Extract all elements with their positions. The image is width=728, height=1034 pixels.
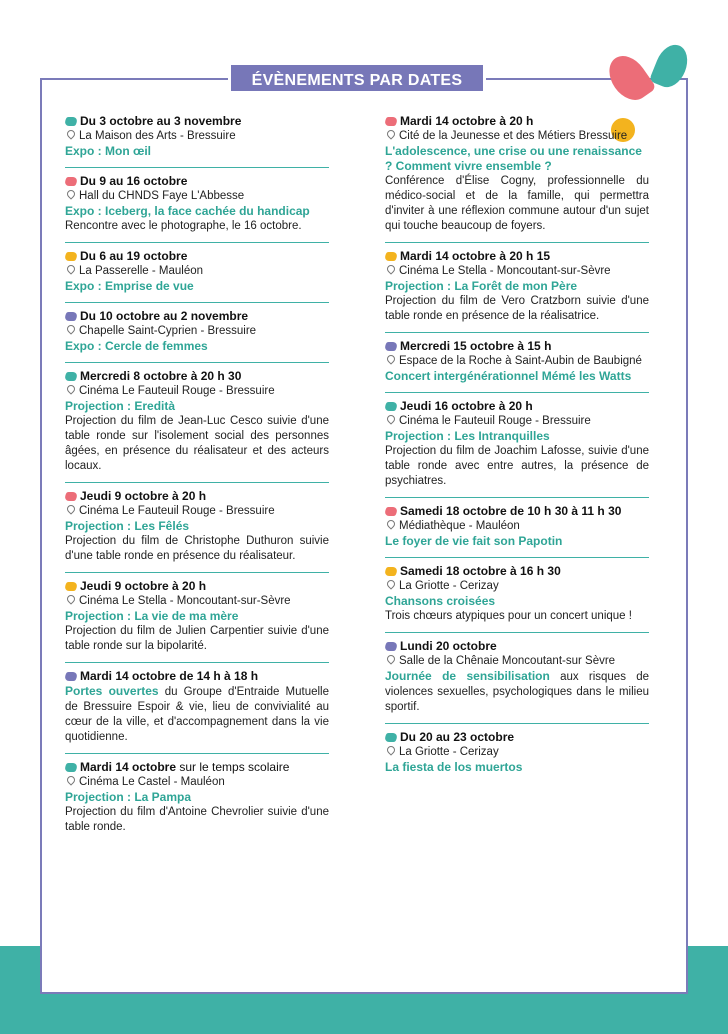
event-place: [385, 654, 649, 669]
event-date: [65, 309, 329, 324]
event-place: [65, 384, 329, 399]
event-title-suffix: du Groupe d'Entraide Mutuelle de Bressuire Espoir & vie, lieu de convivialité au cœur de la ville, et d'accompagnement dans la vie quotidienne.: [65, 686, 330, 743]
event-date-text: Du 20 au 23 octobre: [400, 730, 515, 744]
event-title: Projection : La Forêt de mon Père: [385, 279, 578, 293]
event-title-line: [385, 669, 649, 715]
marker-icon: [383, 342, 398, 351]
event-item: [385, 730, 649, 783]
event-title-line: [65, 684, 329, 745]
event-description: Projection du film de Christophe Duthuron suivie d'une table ronde en présence du réalisateur.: [65, 535, 329, 562]
location-pin-icon: [65, 593, 76, 604]
event-title: Projection : Eredità: [65, 399, 176, 413]
event-title: Expo : Mon œil: [65, 144, 151, 158]
event-date-extra: sur le temps scolaire: [176, 760, 290, 774]
event-place-text: Cité de la Jeunesse et des Métiers Bressuire: [399, 130, 628, 142]
event-date-text: Mardi 14 octobre à 20 h 15: [400, 249, 551, 263]
event-place-text: Salle de la Chênaie Moncoutant-sur Sèvre: [399, 655, 616, 667]
event-item: [65, 309, 329, 363]
location-pin-icon: [385, 413, 396, 424]
event-date: [385, 399, 649, 414]
event-place: [65, 264, 329, 279]
location-pin-icon: [65, 323, 76, 334]
left-column: [65, 114, 329, 849]
location-pin-icon: [385, 744, 396, 755]
event-date-text: Mardi 14 octobre: [80, 760, 177, 774]
marker-icon: [383, 252, 398, 261]
event-place: [385, 414, 649, 429]
location-pin-icon: [385, 518, 396, 529]
event-item: [65, 249, 329, 303]
location-pin-icon: [65, 188, 76, 199]
page-title: ÉVÈNEMENTS PAR DATES: [228, 62, 486, 94]
event-description: Rencontre avec le photographe, le 16 octobre.: [65, 220, 302, 232]
event-item: [65, 114, 329, 168]
location-pin-icon: [65, 383, 76, 394]
event-place: [65, 189, 329, 204]
location-pin-icon: [65, 503, 76, 514]
event-title: Chansons croisées: [385, 594, 496, 608]
event-date-text: Du 6 au 19 octobre: [80, 249, 188, 263]
marker-icon: [383, 733, 398, 742]
event-date: [65, 174, 329, 189]
marker-icon: [383, 117, 398, 126]
event-place: [385, 519, 649, 534]
event-date-text: Jeudi 9 octobre à 20 h: [80, 489, 207, 503]
location-pin-icon: [385, 263, 396, 274]
event-item: [65, 760, 329, 843]
event-date: [65, 249, 329, 264]
event-date-text: Mardi 14 octobre à 20 h: [400, 114, 534, 128]
marker-icon: [63, 252, 78, 261]
event-description: Projection du film de Vero Cratzborn suivie d'une table ronde en présence de la réalisatrice.: [385, 295, 649, 322]
event-place: [65, 324, 329, 339]
event-place: [385, 354, 649, 369]
event-item: [385, 564, 649, 633]
event-title: Projection : Les Fêlés: [65, 519, 190, 533]
marker-icon: [383, 402, 398, 411]
event-date-text: Mardi 14 octobre de 14 h à 18 h: [80, 669, 259, 683]
event-item: [385, 114, 649, 243]
event-description: Projection du film de Joachim Lafosse, suivie d'une table ronde avec entre autres, la présence de psychiatres.: [385, 445, 649, 487]
event-date-text: Du 3 octobre au 3 novembre: [80, 114, 242, 128]
event-item: [65, 369, 329, 483]
event-place-text: Médiathèque - Mauléon: [399, 520, 520, 532]
event-title: Portes ouvertes: [65, 684, 159, 698]
marker-icon: [63, 177, 78, 186]
marker-icon: [383, 642, 398, 651]
event-date-text: Samedi 18 octobre de 10 h 30 à 11 h 30: [400, 504, 622, 518]
event-item: [385, 504, 649, 558]
event-place-text: La Passerelle - Mauléon: [79, 265, 204, 277]
event-date: [385, 504, 649, 519]
location-pin-icon: [385, 578, 396, 589]
event-title: La fiesta de los muertos: [385, 760, 523, 774]
marker-icon: [383, 567, 398, 576]
event-date: [385, 339, 649, 354]
event-place-text: La Griotte - Cerizay: [399, 746, 499, 758]
event-title: Journée de sensibilisation: [385, 669, 550, 683]
event-place: [385, 264, 649, 279]
event-item: [65, 669, 329, 754]
marker-icon: [63, 763, 78, 772]
location-pin-icon: [385, 353, 396, 364]
event-place: [385, 129, 649, 144]
event-place-text: Chapelle Saint-Cyprien - Bressuire: [79, 325, 257, 337]
event-place-text: Hall du CHNDS Faye L'Abbesse: [79, 190, 245, 202]
event-place-text: Cinéma Le Fauteuil Rouge - Bressuire: [79, 505, 275, 517]
event-place-text: Cinéma Le Stella - Moncoutant-sur-Sèvre: [79, 595, 291, 607]
event-description: Projection du film de Julien Carpentier suivie d'une table ronde sur la bipolarité.: [65, 625, 329, 652]
event-place: [65, 775, 329, 790]
event-place: [385, 579, 649, 594]
event-item: [65, 579, 329, 663]
event-date: [65, 489, 329, 504]
event-date-text: Jeudi 16 octobre à 20 h: [400, 399, 533, 413]
event-item: [65, 174, 329, 243]
event-place-text: Cinéma Le Castel - Mauléon: [79, 776, 225, 788]
event-place: [385, 745, 649, 760]
marker-icon: [63, 672, 78, 681]
event-date: [385, 249, 649, 264]
event-place: [65, 504, 329, 519]
event-date: [65, 760, 329, 775]
event-date: [65, 669, 329, 684]
event-place: [65, 129, 329, 144]
event-date-text: Du 9 au 16 octobre: [80, 174, 188, 188]
event-date: [65, 579, 329, 594]
event-place-text: Espace de la Roche à Saint-Aubin de Baubigné: [399, 355, 642, 367]
event-title: Expo : Cercle de femmes: [65, 339, 208, 353]
event-description: Conférence d'Élise Cogny, professionnelle du médico-social et de la famille, qui permettra d'inviter à une réflexion commune autour d'un sujet qui touche beaucoup de foyers.: [385, 175, 649, 232]
event-place: [65, 594, 329, 609]
location-pin-icon: [385, 128, 396, 139]
event-description: Projection du film d'Antoine Chevrolier suivie d'une table ronde.: [65, 806, 329, 833]
event-title: Le foyer de vie fait son Papotin: [385, 534, 563, 548]
event-date: [65, 369, 329, 384]
location-pin-icon: [65, 774, 76, 785]
event-place-text: Cinéma Le Stella - Moncoutant-sur-Sèvre: [399, 265, 611, 277]
event-date: [65, 114, 329, 129]
location-pin-icon: [65, 263, 76, 274]
event-title: Projection : La vie de ma mère: [65, 609, 239, 623]
event-date-text: Du 10 octobre au 2 novembre: [80, 309, 249, 323]
event-date-text: Mercredi 15 octobre à 15 h: [400, 339, 552, 353]
marker-icon: [63, 582, 78, 591]
event-place-text: La Griotte - Cerizay: [399, 580, 499, 592]
event-description: Projection du film de Jean-Luc Cesco suivie d'une table ronde sur l'isolement social des personnes âgées, en présence du réalisateur et des acteurs locaux.: [65, 415, 329, 472]
event-date: [385, 114, 649, 129]
location-pin-icon: [385, 653, 396, 664]
event-title: Concert intergénérationnel Mémé les Watts: [385, 369, 632, 383]
event-date-text: Lundi 20 octobre: [400, 639, 497, 653]
event-item: [65, 489, 329, 573]
marker-icon: [383, 507, 398, 516]
marker-icon: [63, 492, 78, 501]
event-description: Trois chœurs atypiques pour un concert unique !: [385, 610, 632, 622]
event-date: [385, 564, 649, 579]
event-item: [385, 249, 649, 333]
marker-icon: [63, 372, 78, 381]
event-title: Projection : Les Intranquilles: [385, 429, 550, 443]
event-date-text: Mercredi 8 octobre à 20 h 30: [80, 369, 242, 383]
marker-icon: [63, 312, 78, 321]
event-date: [385, 639, 649, 654]
event-place-text: Cinéma Le Fauteuil Rouge - Bressuire: [79, 385, 275, 397]
event-place-text: La Maison des Arts - Bressuire: [79, 130, 236, 142]
event-title: Projection : La Pampa: [65, 790, 192, 804]
event-title: Expo : Iceberg, la face cachée du handicap: [65, 204, 310, 218]
event-item: [385, 639, 649, 724]
event-date: [385, 730, 649, 745]
event-date-text: Jeudi 9 octobre à 20 h: [80, 579, 207, 593]
event-item: [385, 339, 649, 393]
right-column: [385, 114, 649, 789]
event-title-suffix: aux risques de violences sexuelles, psychologiques dans le milieu sportif.: [385, 671, 649, 713]
marker-icon: [63, 117, 78, 126]
event-place-text: Cinéma le Fauteuil Rouge - Bressuire: [399, 415, 591, 427]
event-title: Expo : Emprise de vue: [65, 279, 194, 293]
event-item: [385, 399, 649, 498]
location-pin-icon: [65, 128, 76, 139]
event-date-text: Samedi 18 octobre à 16 h 30: [400, 564, 561, 578]
event-title: L'adolescence, une crise ou une renaissance ? Comment vivre ensemble ?: [385, 144, 642, 173]
